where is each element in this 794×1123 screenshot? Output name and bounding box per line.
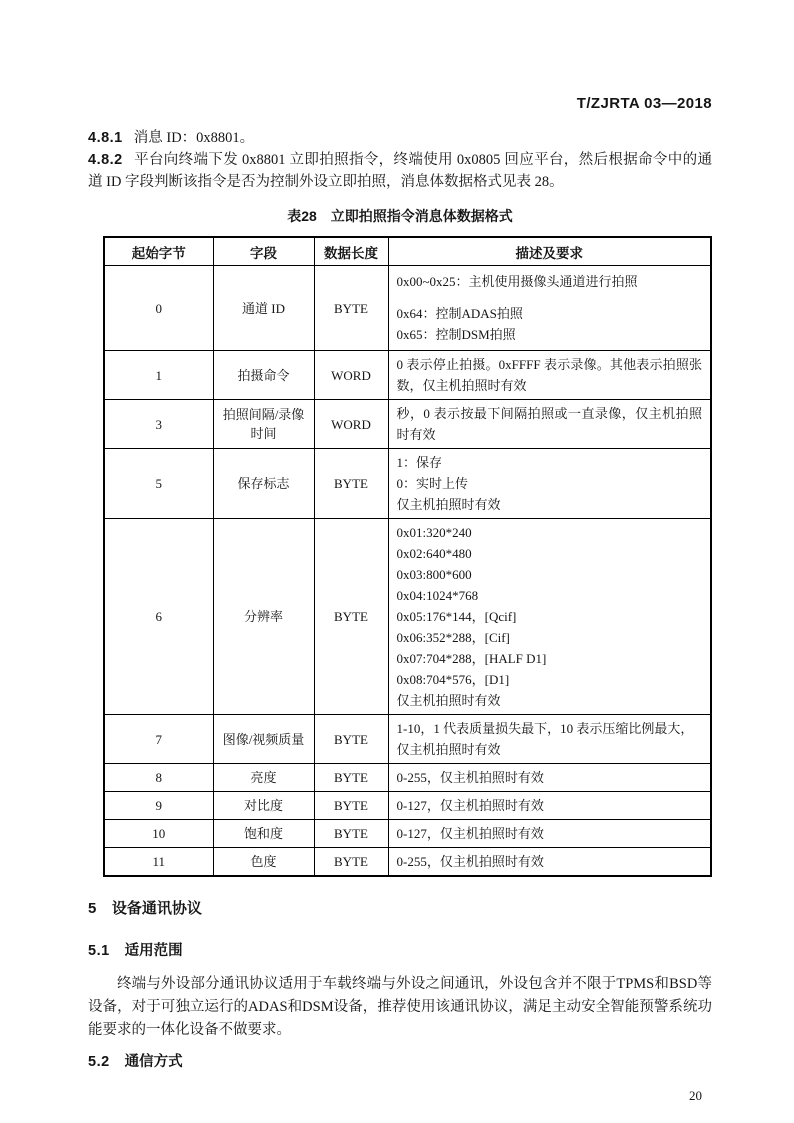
cell-start-byte: 3 bbox=[104, 400, 213, 449]
cell-data-length: BYTE bbox=[314, 266, 388, 351]
standard-code-header: T/ZJRTA 03—2018 bbox=[576, 95, 712, 112]
description-line: 秒，0 表示按最下间隔拍照或一直录像，仅主机拍照时有效 bbox=[396, 406, 702, 442]
table-row bbox=[104, 848, 711, 877]
table-row bbox=[104, 266, 711, 351]
description-line: 0x08:704*576，[D1] bbox=[396, 672, 510, 687]
cell-start-byte: 0 bbox=[104, 266, 213, 351]
table-row bbox=[104, 715, 711, 764]
description-line: 0x03:800*600 bbox=[396, 567, 472, 582]
description-line: 0 表示停止拍摄。0xFFFF 表示录像。其他表示拍照张数，仅主机拍照时有效 bbox=[396, 357, 702, 393]
section-5-1-heading bbox=[88, 943, 712, 960]
description-line: 0-127，仅主机拍照时有效 bbox=[396, 826, 544, 841]
table-row bbox=[104, 792, 711, 820]
page-number: 20 bbox=[689, 1088, 702, 1103]
section-title: 设备通讯协议 bbox=[111, 900, 202, 917]
cell-description bbox=[388, 519, 711, 715]
description-line: 0-255，仅主机拍照时有效 bbox=[396, 854, 544, 869]
table-row bbox=[104, 449, 711, 519]
description-line bbox=[397, 292, 703, 303]
cell-description bbox=[388, 848, 711, 877]
cell-description bbox=[388, 266, 711, 351]
description-line: 仅主机拍照时有效 bbox=[396, 742, 501, 757]
cell-description bbox=[388, 715, 711, 764]
table-row bbox=[104, 820, 711, 848]
cell-field: 分辨率 bbox=[213, 519, 314, 715]
cell-field: 保存标志 bbox=[213, 449, 314, 519]
description-line: 0x01:320*240 bbox=[396, 525, 472, 540]
table-row bbox=[104, 351, 711, 400]
column-header-description: 描述及要求 bbox=[388, 237, 711, 266]
cell-description bbox=[388, 820, 711, 848]
section-number: 5.2 bbox=[88, 1054, 110, 1070]
cell-data-length: BYTE bbox=[314, 792, 388, 820]
cell-data-length: WORD bbox=[314, 400, 388, 449]
section-number: 5.1 bbox=[88, 943, 110, 959]
cell-field: 通道 ID bbox=[213, 266, 314, 351]
description-line: 0x64：控制ADAS拍照 bbox=[396, 306, 523, 321]
cell-data-length: BYTE bbox=[314, 449, 388, 519]
clause-number: 4.8.1 bbox=[88, 130, 123, 146]
cell-data-length: BYTE bbox=[314, 848, 388, 877]
cell-data-length: BYTE bbox=[314, 764, 388, 792]
cell-description bbox=[388, 351, 711, 400]
clause-4-8-2 bbox=[88, 149, 712, 193]
cell-data-length: BYTE bbox=[314, 820, 388, 848]
description-line: 1：保存 bbox=[396, 455, 443, 470]
column-header-start-byte: 起始字节 bbox=[104, 237, 213, 266]
cell-start-byte: 9 bbox=[104, 792, 213, 820]
table-row bbox=[104, 400, 711, 449]
cell-field: 亮度 bbox=[213, 764, 314, 792]
cell-start-byte: 5 bbox=[104, 449, 213, 519]
clause-4-8-1 bbox=[88, 127, 712, 149]
table-caption: 表28 立即拍照指令消息体数据格式 bbox=[287, 208, 513, 224]
cell-start-byte: 7 bbox=[104, 715, 213, 764]
description-line: 0x06:352*288，[Cif] bbox=[396, 630, 510, 645]
cell-start-byte: 8 bbox=[104, 764, 213, 792]
section-title: 通信方式 bbox=[124, 1054, 183, 1070]
cell-field: 图像/视频质量 bbox=[213, 715, 314, 764]
cell-field: 拍摄命令 bbox=[213, 351, 314, 400]
section-5-2-heading bbox=[88, 1054, 712, 1071]
cell-description bbox=[388, 764, 711, 792]
description-line: 0x65：控制DSM拍照 bbox=[396, 327, 516, 342]
clause-text: 平台向终端下发 0x8801 立即拍照指令，终端使用 0x0805 回应平台，然后根据命令中的通道 ID 字段判断该指令是否为控制外设立即拍照，消息体数据格式见表 28。 bbox=[88, 152, 712, 190]
cell-data-length: BYTE bbox=[314, 715, 388, 764]
table-body bbox=[104, 266, 711, 877]
cell-start-byte: 1 bbox=[104, 351, 213, 400]
message-body-format-table bbox=[103, 236, 712, 877]
description-line: 0：实时上传 bbox=[396, 476, 469, 491]
clause-number: 4.8.2 bbox=[88, 152, 123, 168]
cell-data-length: BYTE bbox=[314, 519, 388, 715]
description-line: 0-127，仅主机拍照时有效 bbox=[396, 798, 544, 813]
cell-description bbox=[388, 792, 711, 820]
cell-field: 拍照间隔/录像时间 bbox=[213, 400, 314, 449]
cell-description bbox=[388, 400, 711, 449]
cell-field: 饱和度 bbox=[213, 820, 314, 848]
cell-data-length: WORD bbox=[314, 351, 388, 400]
cell-start-byte: 11 bbox=[104, 848, 213, 877]
cell-field: 对比度 bbox=[213, 792, 314, 820]
column-header-field: 字段 bbox=[213, 237, 314, 266]
description-line: 0x02:640*480 bbox=[396, 546, 472, 561]
column-header-data-length: 数据长度 bbox=[314, 237, 388, 266]
cell-start-byte: 10 bbox=[104, 820, 213, 848]
clause-text: 消息 ID：0x8801。 bbox=[133, 130, 255, 146]
description-line: 0-255，仅主机拍照时有效 bbox=[396, 770, 544, 785]
description-line: 1-10，1 代表质量损失最下，10 表示压缩比例最大， bbox=[396, 721, 694, 736]
table-header-row bbox=[104, 237, 711, 266]
section-5-1-paragraph: 终端与外设部分通讯协议适用于车载终端与外设之间通讯，外设包含并不限于TPMS和BSD等设备，对于可独立运行的ADAS和DSM设备，推荐使用该通讯协议，满足主动安全智能预警系统功能要求的一体化设备不做要求。 bbox=[88, 976, 712, 1038]
description-line: 仅主机拍照时有效 bbox=[396, 497, 501, 512]
cell-field: 色度 bbox=[213, 848, 314, 877]
cell-description bbox=[388, 449, 711, 519]
table-row bbox=[104, 764, 711, 792]
description-line: 0x07:704*288，[HALF D1] bbox=[396, 651, 547, 666]
cell-start-byte: 6 bbox=[104, 519, 213, 715]
description-line: 仅主机拍照时有效 bbox=[396, 693, 501, 708]
table-row bbox=[104, 519, 711, 715]
section-title: 适用范围 bbox=[124, 943, 183, 959]
section-5-heading bbox=[88, 900, 712, 918]
description-line: 0x04:1024*768 bbox=[396, 588, 479, 603]
description-line: 0x05:176*144，[Qcif] bbox=[396, 609, 517, 624]
section-number: 5 bbox=[88, 900, 97, 917]
description-line: 0x00~0x25：主机使用摄像头通道进行拍照 bbox=[396, 274, 638, 289]
